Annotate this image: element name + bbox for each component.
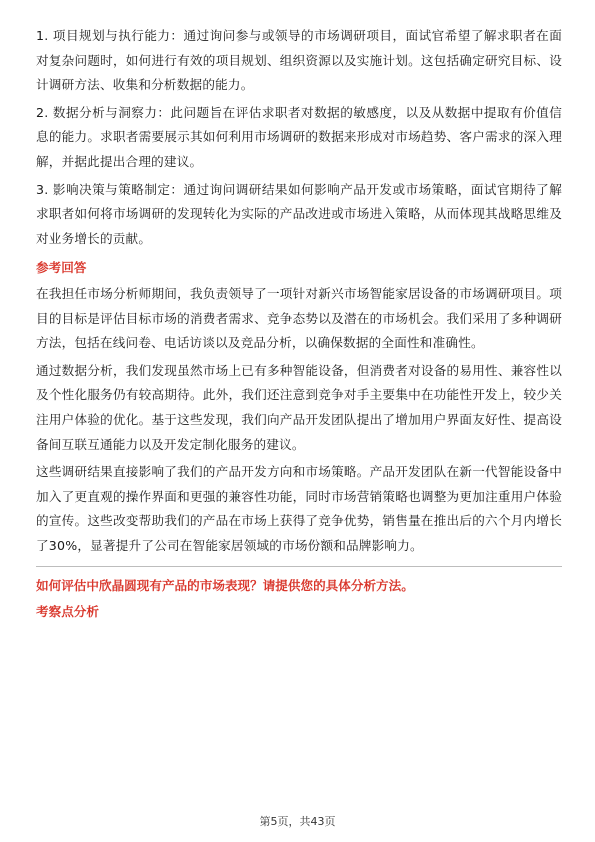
analysis-point-2: 2. 数据分析与洞察力：此问题旨在评估求职者对数据的敏感度，以及从数据中提取有价值信息的能力。求职者需要展示其如何利用市场调研的数据来形成对市场趋势、客户需求的深入理解，并据此提出合理的建议。 (36, 104, 562, 169)
reference-answer-paragraph-1: 在我担任市场分析师期间，我负责领导了一项针对新兴市场智能家居设备的市场调研项目。项目的目标是评估目标市场的消费者需求、竞争态势以及潜在的市场机会。我们采用了多种调研方法，包括在线问卷、电话访谈以及竞品分析，以确保数据的全面性和准确性。 (36, 285, 562, 351)
analysis-point-1: 1. 项目规划与执行能力：通过询问参与或领导的市场调研项目，面试官希望了解求职者在面对复杂问题时，如何进行有效的项目规划、组织资源以及实施计划。这包括确定研究目标、设计调研方法、收集和分析数据的能力。 (36, 28, 562, 93)
section-divider (36, 566, 562, 567)
next-section-heading: 考察点分析 (36, 604, 99, 620)
reference-answer-paragraph-3: 这些调研结果直接影响了我们的产品开发方向和市场策略。产品开发团队在新一代智能设备中加入了更直观的操作界面和更强的兼容性功能，同时市场营销策略也调整为更加注重用户体验的宣传。这些改变帮助我们的产品在市场上获得了竞争优势，销售量在推出后的六个月内增长了30%，显著提升了公司在智能家居领域的市场份额和品牌影响力。 (36, 464, 562, 553)
reference-answer-paragraph-2: 通过数据分析，我们发现虽然市场上已有多种智能设备，但消费者对设备的易用性、兼容性以及个性化服务仍有较高期待。此外，我们还注意到竞争对手主要集中在功能性开发上，较少关注用户体验的优化。基于这些发现，我们向产品开发团队提出了增加用户界面友好性、提高设备间互联互通能力以及开发定制化服务的建议。 (36, 362, 562, 452)
next-question: 如何评估中欣晶圆现有产品的市场表现？请提供您的具体分析方法。 (36, 578, 414, 594)
page-content (36, 24, 562, 626)
page-footer: 第5页，共43页 (259, 815, 336, 828)
reference-answer-heading: 参考回答 (36, 260, 87, 276)
analysis-point-3: 3. 影响决策与策略制定：通过询问调研结果如何影响产品开发或市场策略，面试官期待了解求职者如何将市场调研的发现转化为实际的产品改进或市场进入策略，从而体现其战略思维及对业务增长的贡献。 (36, 181, 562, 246)
